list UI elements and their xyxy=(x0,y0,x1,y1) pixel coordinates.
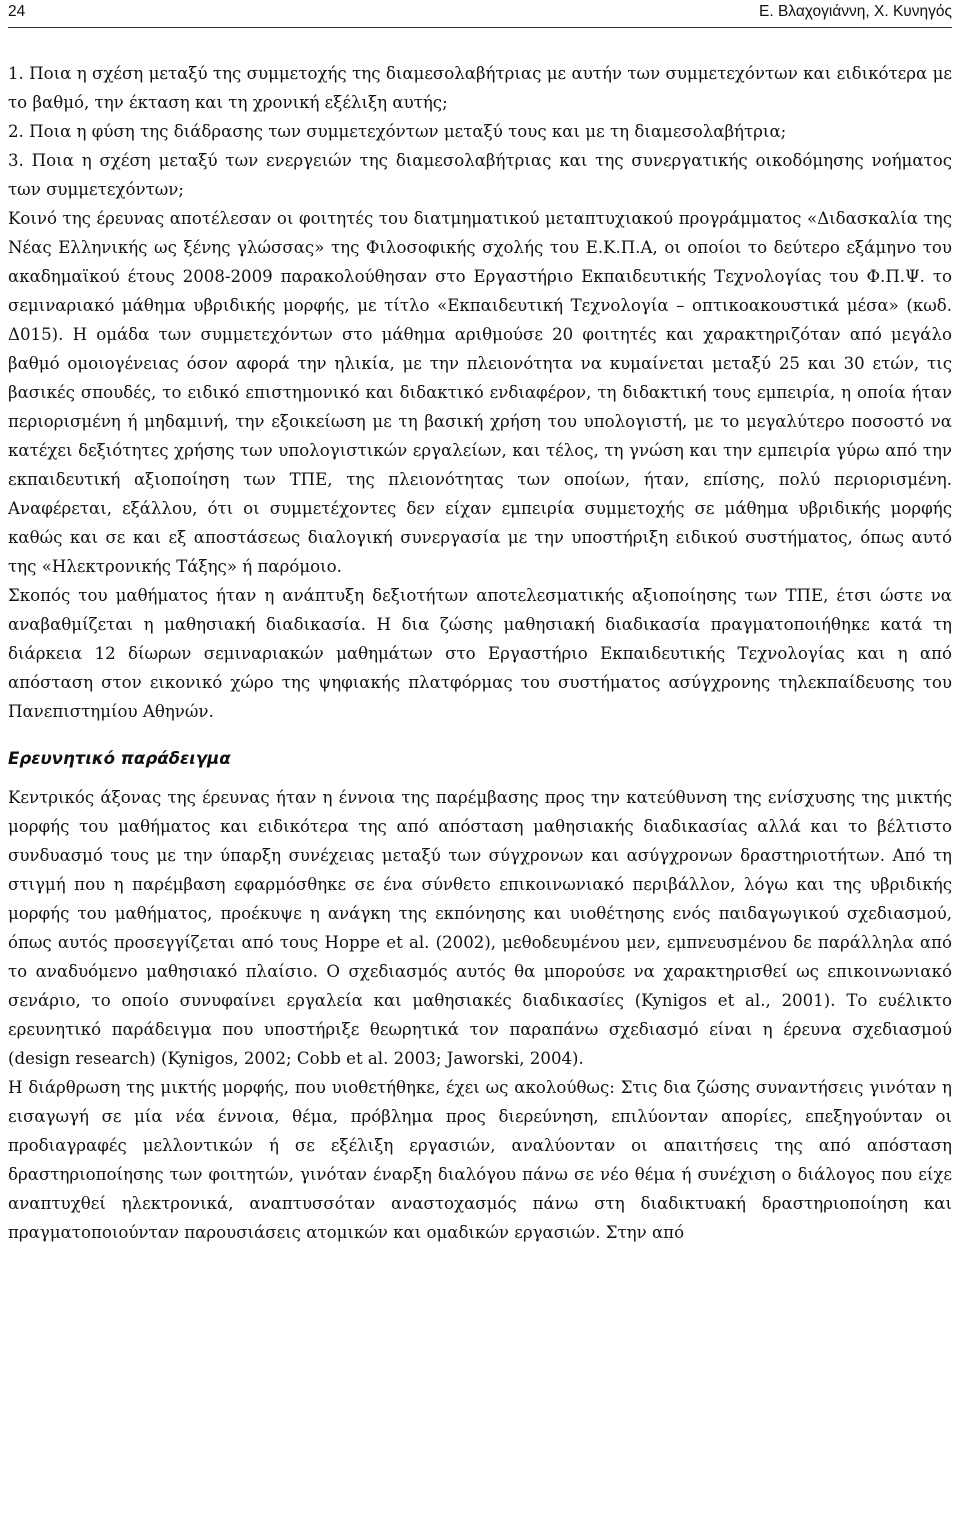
participants-paragraph: Κοινό της έρευνας αποτέλεσαν οι φοιτητές του διατμηματικού μεταπτυχιακού προγράμματος «Διδασκαλία της Νέας Ελληνικής ως ξένης γλώσσας» της Φιλοσοφικής σχολής του Ε.Κ.Π.Α, οι οποίοι το δεύτερο εξάμηνο του ακαδημαϊκού έτους 2008-2009 παρακολούθησαν στο Εργαστήριο Εκπαιδευτικής Τεχνολογίας του Φ.Π.Ψ. το σεμιναριακό μάθημα υβριδικής μορφής, με τίτλο «Εκπαιδευτική Τεχνολογία – οπτικοακουστικά μέσα» (κωδ. Δ015). Η ομάδα των συμμετεχόντων στο μάθημα αριθμούσε 20 φοιτητές και χαρακτηριζόταν από μεγάλο βαθμό ομοιογένειας όσον αφορά την ηλικία, με την πλειονότητα να κυμαίνεται μεταξύ 25 και 30 ετών, τις βασικές σπουδές, το ειδικό επιστημονικό και διδακτικό ενδιαφέρον, τη διδακτική τους εμπειρία, η οποία ήταν περιορισμένη ή μηδαμινή, την εξοικείωση με τη βασική χρήση του υπολογιστή, με το μεγαλύτερο ποσοστό να κατέχει δεξιότητες χρήσης των υπολογιστικών εργαλείων, και τέλος, τη γνώση και την εμπειρία γύρω από την εκπαιδευτική αξιοποίηση των ΤΠΕ, της πλειονότητας των οποίων, ήταν, επίσης, πολύ περιορισμένη. Αναφέρεται, εξάλλου, ότι οι συμμετέχοντες δεν είχαν εμπειρία συμμετοχής σε μάθημα υβριδικής μορφής καθώς και σε και εξ αποστάσεως διαλογική συνεργασία με την υποστήριξη ειδικού συστήματος, όπως αυτό της «Ηλεκτρονικής Τάξης» ή παρόμοιο. xyxy=(8,209,952,576)
running-header-authors: Ε. Βλαχογιάννη, Χ. Κυνηγός xyxy=(759,3,952,20)
research-questions xyxy=(8,59,952,204)
running-header xyxy=(8,0,952,28)
body-text xyxy=(8,59,952,1247)
research-question-2: 2. Ποια η φύση της διάδρασης των συμμετεχόντων μεταξύ τους και με τη διαμεσολαβήτρια; xyxy=(8,122,787,141)
research-question-3: 3. Ποια η σχέση μεταξύ των ενεργειών της διαμεσολαβήτριας και της συνεργατικής οικοδόμησης νοήματος των συμμετεχόντων; xyxy=(8,151,952,199)
research-question-1: 1. Ποια η σχέση μεταξύ της συμμετοχής της διαμεσολαβήτριας με αυτήν των συμμετεχόντων και ειδικότερα με το βαθμό, την έκταση και τη χρονική εξέλιξη αυτής; xyxy=(8,64,952,112)
research-paradigm-paragraph: Κεντρικός άξονας της έρευνας ήταν η έννοια της παρέμβασης προς την κατεύθυνση της ενίσχυσης της μικτής μορφής του μαθήματος και ειδικότερα της από απόσταση μαθησιακής διαδικασίας αλλά και το βέλτιστο συνδυασμό τους με την ύπαρξη συνέχειας μεταξύ των σύγχρονων και ασύγχρονων δραστηριοτήτων. Από τη στιγμή που η παρέμβαση εφαρμόσθηκε σε ένα σύνθετο επικοινωνιακό περιβάλλον, λόγω και της υβριδικής μορφής του μαθήματος, προέκυψε η ανάγκη της εκπόνησης και υιοθέτησης ενός παιδαγωγικού σχεδιασμού, όπως αυτός προσεγγίζεται από τους Hoppe et al. (2002), μεθοδευμένου μεν, εμπνευσμένου δε παράλληλα από το αναδυόμενο μαθησιακό πλαίσιο. Ο σχεδιασμός αυτός θα μπορούσε να χαρακτηρισθεί ως επικοινωνιακό σενάριο, το οποίο συνυφαίνει εργαλεία και μαθησιακές διαδικασίες (Kynigos et al., 2001). Το ευέλικτο ερευνητικό παράδειγμα που υποστήριξε θεωρητικά τον παραπάνω σχεδιασμό είναι η έρευνα σχεδιασμού (design research) (Kynigos, 2002; Cobb et al. 2003; Jaworski, 2004). xyxy=(8,788,952,1068)
section-heading: Ερευνητικό παράδειγμα xyxy=(8,749,231,768)
course-aim-paragraph: Σκοπός του μαθήματος ήταν η ανάπτυξη δεξιοτήτων αποτελεσματικής αξιοποίησης των ΤΠΕ, έτσι ώστε να αναβαθμίζεται η μαθησιακή διαδικασία. Η δια ζώσης μαθησιακή διαδικασία πραγματοποιήθηκε κατά τη διάρκεια 12 δίωρων σεμιναριακών μαθημάτων στο Εργαστήριο Εκπαιδευτικής Τεχνολογίας και η από απόσταση στον εικονικό χώρο της ψηφιακής πλατφόρμας του συστήματος ασύγχρονης τηλεκπαίδευσης του Πανεπιστημίου Αθηνών. xyxy=(8,586,952,721)
page-number: 24 xyxy=(8,3,26,20)
blended-structure-paragraph: Η διάρθρωση της μικτής μορφής, που υιοθετήθηκε, έχει ως ακολούθως: Στις δια ζώσης συναντήσεις γινόταν η εισαγωγή σε μία νέα έννοια, θέμα, πρόβλημα προς διερεύνηση, επιλύονταν απορίες, επεξηγούνταν οι προδιαγραφές μελλοντικών ή σε εξέλιξη εργασιών, αναλύονταν οι απαιτήσεις της από απόσταση δραστηριοποίησης των φοιτητών, γινόταν έναρξη διαλόγου πάνω σε νέο θέμα ή συνέχιση ο διάλογος που είχε αναπτυχθεί ηλεκτρονικά, αναπτυσσόταν αναστοχασμός πάνω στη διαδικτυακή δραστηριοποίηση και πραγματοποιούνταν παρουσιάσεις ατομικών και ομαδικών εργασιών. Στην από xyxy=(8,1078,952,1242)
